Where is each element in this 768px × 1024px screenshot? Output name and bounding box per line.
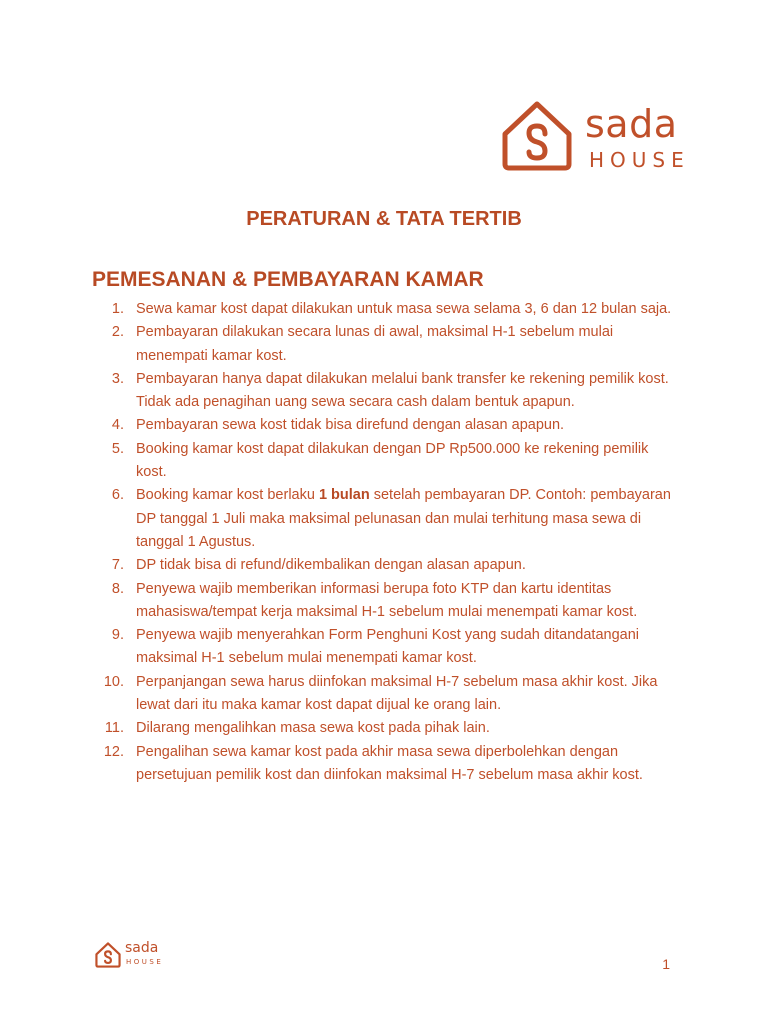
logo-wordmark: sada [125, 940, 159, 956]
house-s-logo-icon [501, 100, 573, 172]
section-title: PEMESANAN & PEMBAYARAN KAMAR [92, 268, 484, 291]
list-item: 8. Penyewa wajib memberikan informasi berupa foto KTP dan kartu identitas mahasiswa/tempat kerja maksimal H-1 sebelum mulai menempati kamar kost. [111, 580, 638, 620]
list-item: 9. Penyewa wajib menyerahkan Form Penghuni Kost yang sudah ditandatangani maksimal H-1 sebelum mulai menempati kamar kost. [111, 627, 639, 667]
list-item: 6. Booking kamar kost berlaku 1 bulan setelah pembayaran DP. Contoh: pembayaran DP tanggal 1 Juli maka maksimal pelunasan dan mulai terhitung masa sewa di tanggal 1 Agustus. [111, 487, 671, 550]
header-logo [501, 100, 706, 172]
list-item: 7. DP tidak bisa di refund/dikembalikan dengan alasan apapun. [111, 557, 526, 574]
list-item: 12. Pengalihan sewa kamar kost pada akhir masa sewa diperbolehkan dengan persetujuan pemilik kost dan diinfokan maksimal H-7 sebelum masa akhir kost. [103, 743, 643, 783]
logo-subword: HOUSE [126, 958, 164, 966]
list-item: 5. Booking kamar kost dapat dilakukan dengan DP Rp500.000 ke rekening pemilik kost. [111, 440, 649, 481]
list-item: 2. Pembayaran dilakukan secara lunas di awal, maksimal H-1 sebelum mulai menempati kamar kost. [111, 324, 614, 364]
page-number: 1 [662, 956, 670, 972]
rules-list [92, 298, 682, 787]
logo-subword: HOUSE [589, 148, 690, 172]
list-item: 3. Pembayaran hanya dapat dilakukan melalui bank transfer ke rekening pemilik kost. Tidak ada penagihan uang sewa secara cash dalam bentuk apapun. [111, 370, 669, 411]
footer-logo [95, 942, 175, 970]
list-item: 4. Pembayaran sewa kost tidak bisa direfund dengan alasan apapun. [111, 417, 565, 434]
page-title: PERATURAN & TATA TERTIB [246, 208, 522, 230]
list-item: 10. Perpanjangan sewa harus diinfokan maksimal H-7 sebelum masa akhir kost. Jika lewat dari itu maka kamar kost dapat dijual ke orang lain. [103, 673, 658, 714]
highlight-text: 1 bulan [318, 487, 370, 504]
house-s-logo-icon [95, 942, 121, 968]
logo-wordmark: sada [585, 102, 678, 146]
list-item: 1. Sewa kamar kost dapat dilakukan untuk masa sewa selama 3, 6 dan 12 bulan saja. [111, 301, 672, 317]
list-item: 11. Dilarang mengalihkan masa sewa kost pada pihak lain. [104, 720, 490, 737]
